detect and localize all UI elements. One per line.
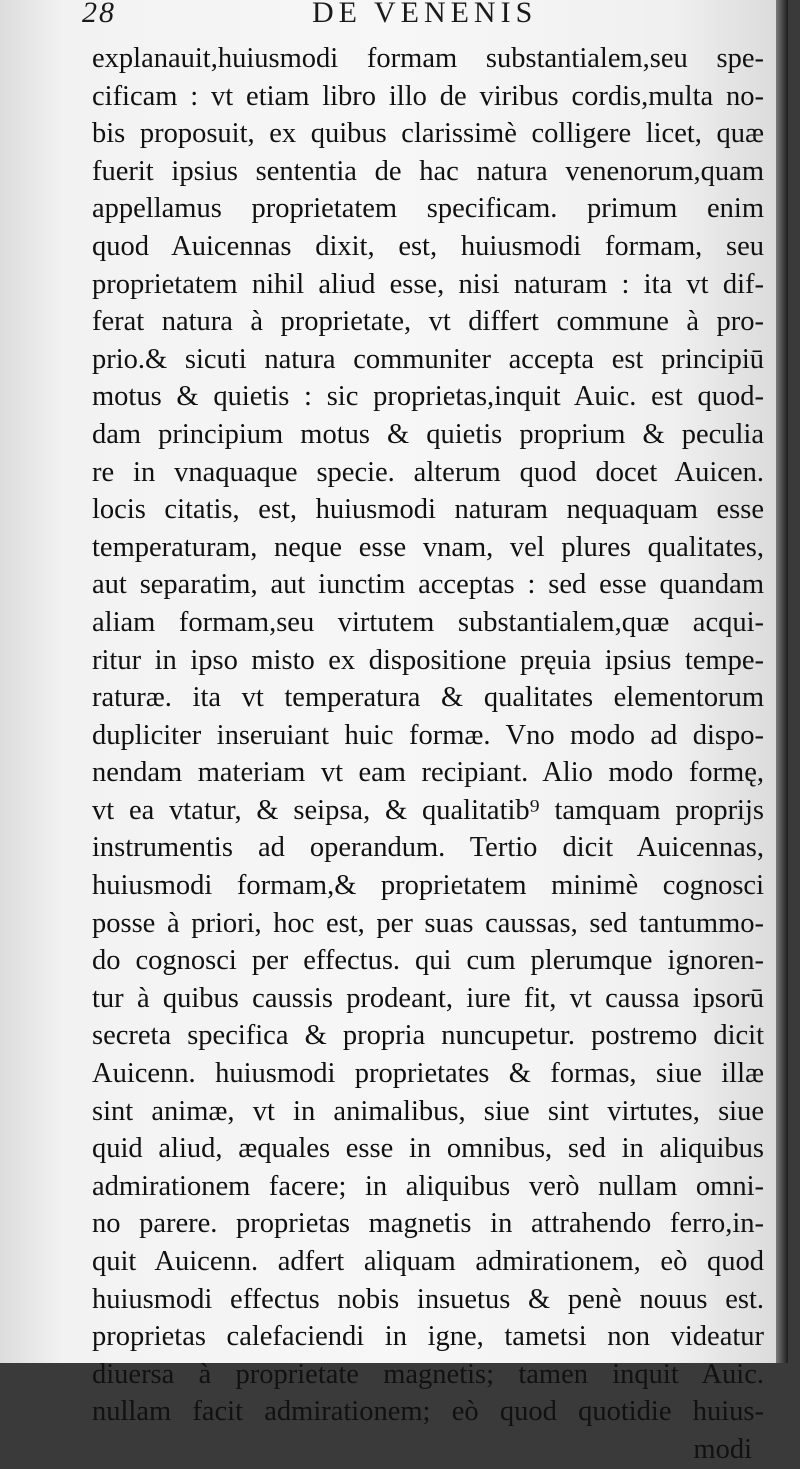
page-edge-shadow: [776, 0, 788, 1363]
page-number: 28: [82, 0, 116, 29]
text-line: raturæ. ita vt temperatura & qualitates elementorum: [92, 682, 764, 714]
text-line: proprietas calefaciendi in igne, tametsi non videatur: [92, 1321, 764, 1353]
text-line: ferat natura à proprietate, vt differt commune à pro-: [92, 306, 764, 338]
text-line: tur à quibus caussis prodeant, iure fit, vt caussa ipsorū: [92, 982, 764, 1014]
text-line: nullam facit admirationem; eò quod quotidie huius-: [92, 1396, 764, 1428]
text-line: appellamus proprietatem specificam. primum enim: [92, 193, 764, 225]
text-line: proprietatem nihil aliud esse, nisi naturam : ita vt dif-: [92, 268, 764, 300]
text-line: do cognosci per effectus. qui cum plerumque ignoren-: [92, 945, 764, 977]
text-line: bis proposuit, ex quibus clarissimè colligere licet, quæ: [92, 118, 764, 150]
text-line: aut separatim, aut iunctim acceptas : sed esse quandam: [92, 569, 764, 601]
text-line: locis citatis, est, huiusmodi naturam nequaquam esse: [92, 494, 764, 526]
text-line: Auicenn. huiusmodi proprietates & formas, siue illæ: [92, 1058, 764, 1090]
text-line: posse à priori, hoc est, per suas caussas, sed tantummo-: [92, 907, 764, 939]
text-line: nendam materiam vt eam recipiant. Alio modo formę,: [92, 757, 764, 789]
text-line: dam principium motus & quietis proprium & peculia: [92, 418, 764, 450]
text-body: [92, 40, 764, 1469]
page-header: [82, 0, 722, 30]
text-line: instrumentis ad operandum. Tertio dicit Auicennas,: [92, 832, 764, 864]
text-line: temperaturam, neque esse vnam, vel plures qualitates,: [92, 531, 764, 563]
text-line: quid aliud, æquales esse in omnibus, sed in aliquibus: [92, 1133, 764, 1165]
text-line: dupliciter inseruiant huic formæ. Vno modo ad dispo-: [92, 719, 764, 751]
text-line: re in vnaquaque specie. alterum quod docet Auicen.: [92, 456, 764, 488]
text-line: quit Auicenn. adfert aliquam admirationem, eò quod: [92, 1246, 764, 1277]
text-line: cificam : vt etiam libro illo de viribus cordis,multa no-: [92, 80, 764, 112]
text-line: quod Auicennas dixit, est, huiusmodi formam, seu: [92, 230, 764, 262]
text-line: no parere. proprietas magnetis in attrahendo ferro,in-: [92, 1208, 764, 1240]
text-line: vt ea vtatur, & seipsa, & qualitatib⁹ tamquam proprijs: [92, 794, 764, 826]
text-line: diuersa à proprietate magnetis; tamen inquit Auic.: [92, 1358, 764, 1390]
text-line: prio.& sicuti natura communiter accepta est principiū: [92, 343, 764, 375]
text-line: sint animæ, vt in animalibus, siue sint virtutes, siue: [92, 1095, 764, 1127]
text-line: admirationem facere; in aliquibus verò nullam omni-: [92, 1170, 764, 1202]
text-line: secreta specifica & propria nuncupetur. postremo dicit: [92, 1020, 764, 1052]
text-line: explanauit,huiusmodi formam substantialem,seu spe-: [92, 43, 764, 74]
text-line: fuerit ipsius sententia de hac natura venenorum,quam: [92, 155, 764, 187]
text-line: huiusmodi effectus nobis insuetus & penè nouus est.: [92, 1283, 764, 1315]
text-line: huiusmodi formam,& proprietatem minimè cognosci: [92, 870, 764, 902]
text-line: motus & quietis : sic proprietas,inquit Auic. est quod-: [92, 381, 764, 413]
text-line: aliam formam,seu virtutem substantialem,quæ acqui-: [92, 606, 764, 638]
text-line: ritur in ipso misto ex dispositione pręuia ipsius tempe-: [92, 644, 764, 676]
running-head: DE VENENIS: [312, 0, 538, 29]
catchword: modi: [693, 1433, 752, 1465]
